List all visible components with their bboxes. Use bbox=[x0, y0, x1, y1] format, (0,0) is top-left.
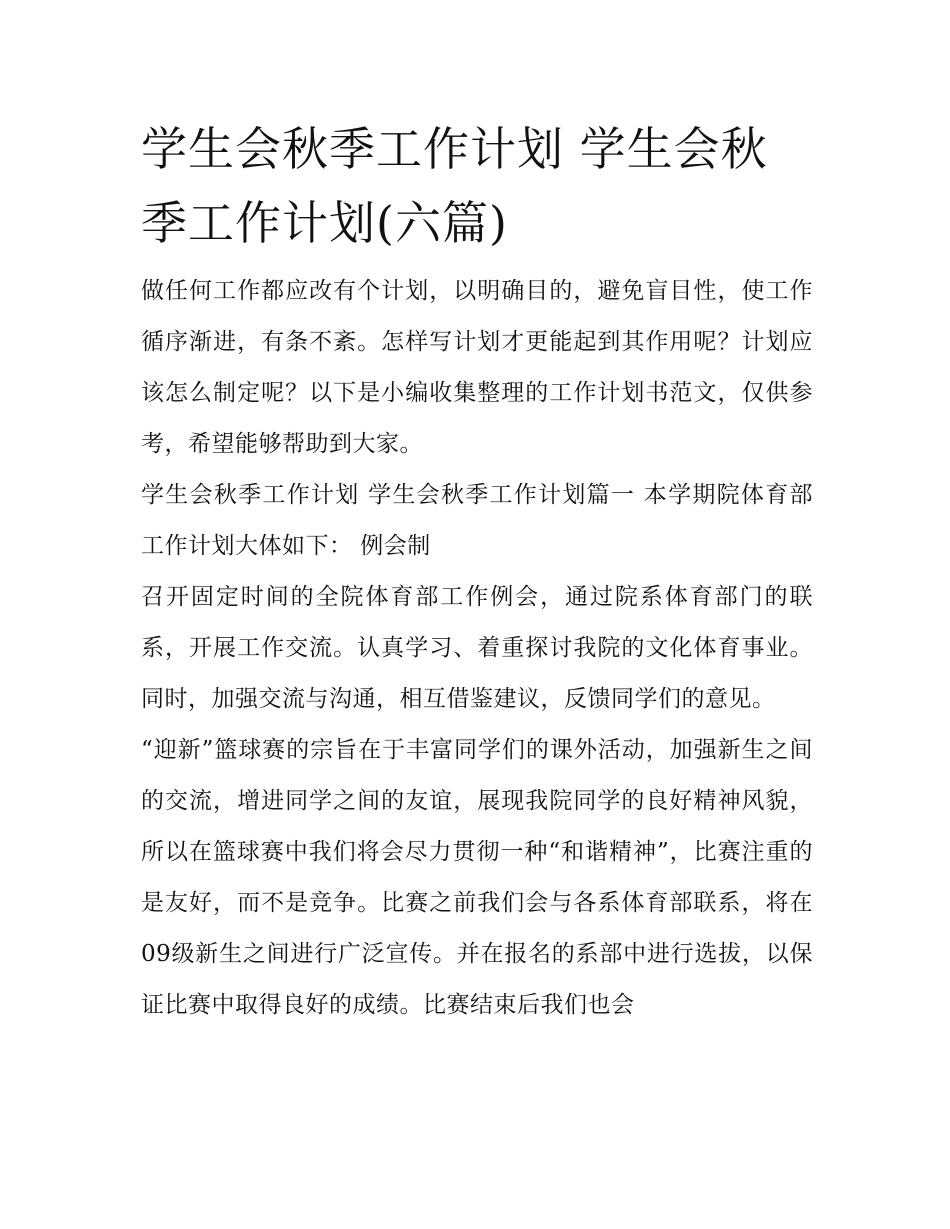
intro-paragraph: 做任何工作都应改有个计划，以明确目的，避免盲目性，使工作循序渐进，有条不紊。怎样写计划才更能起到其作用呢？计划应该怎么制定呢？以下是小编收集整理的工作计划书范文，仅供参考，希望能够帮助到大家。 bbox=[141, 278, 813, 457]
document-body bbox=[141, 112, 813, 1031]
basketball-paragraph: “迎新”篮球赛的宗旨在于丰富同学们的课外活动，加强新生之间的交流，增进同学之间的友谊，展现我院同学的良好精神风貌，所以在篮球赛中我们将会尽力贯彻一种“和谐精神”，比赛注重的是友好，而不是竞争。比赛之前我们会与各系体育部联系，将在09级新生之间进行广泛宣传。并在报名的系部中进行选拔，以保证比赛中取得良好的成绩。比赛结束后我们也会 bbox=[141, 737, 813, 1018]
title-block bbox=[141, 112, 813, 260]
section-heading-paragraph: 学生会秋季工作计划 学生会秋季工作计划篇一 本学期院体育部工作计划大体如下： 例会制 bbox=[141, 482, 813, 559]
document-title: 学生会秋季工作计划 学生会秋季工作计划(六篇) bbox=[141, 122, 768, 250]
meeting-paragraph: 召开固定时间的全院体育部工作例会，通过院系体育部门的联系，开展工作交流。认真学习、着重探讨我院的文化体育事业。同时，加强交流与沟通，相互借鉴建议，反馈同学们的意见。 bbox=[141, 584, 813, 712]
